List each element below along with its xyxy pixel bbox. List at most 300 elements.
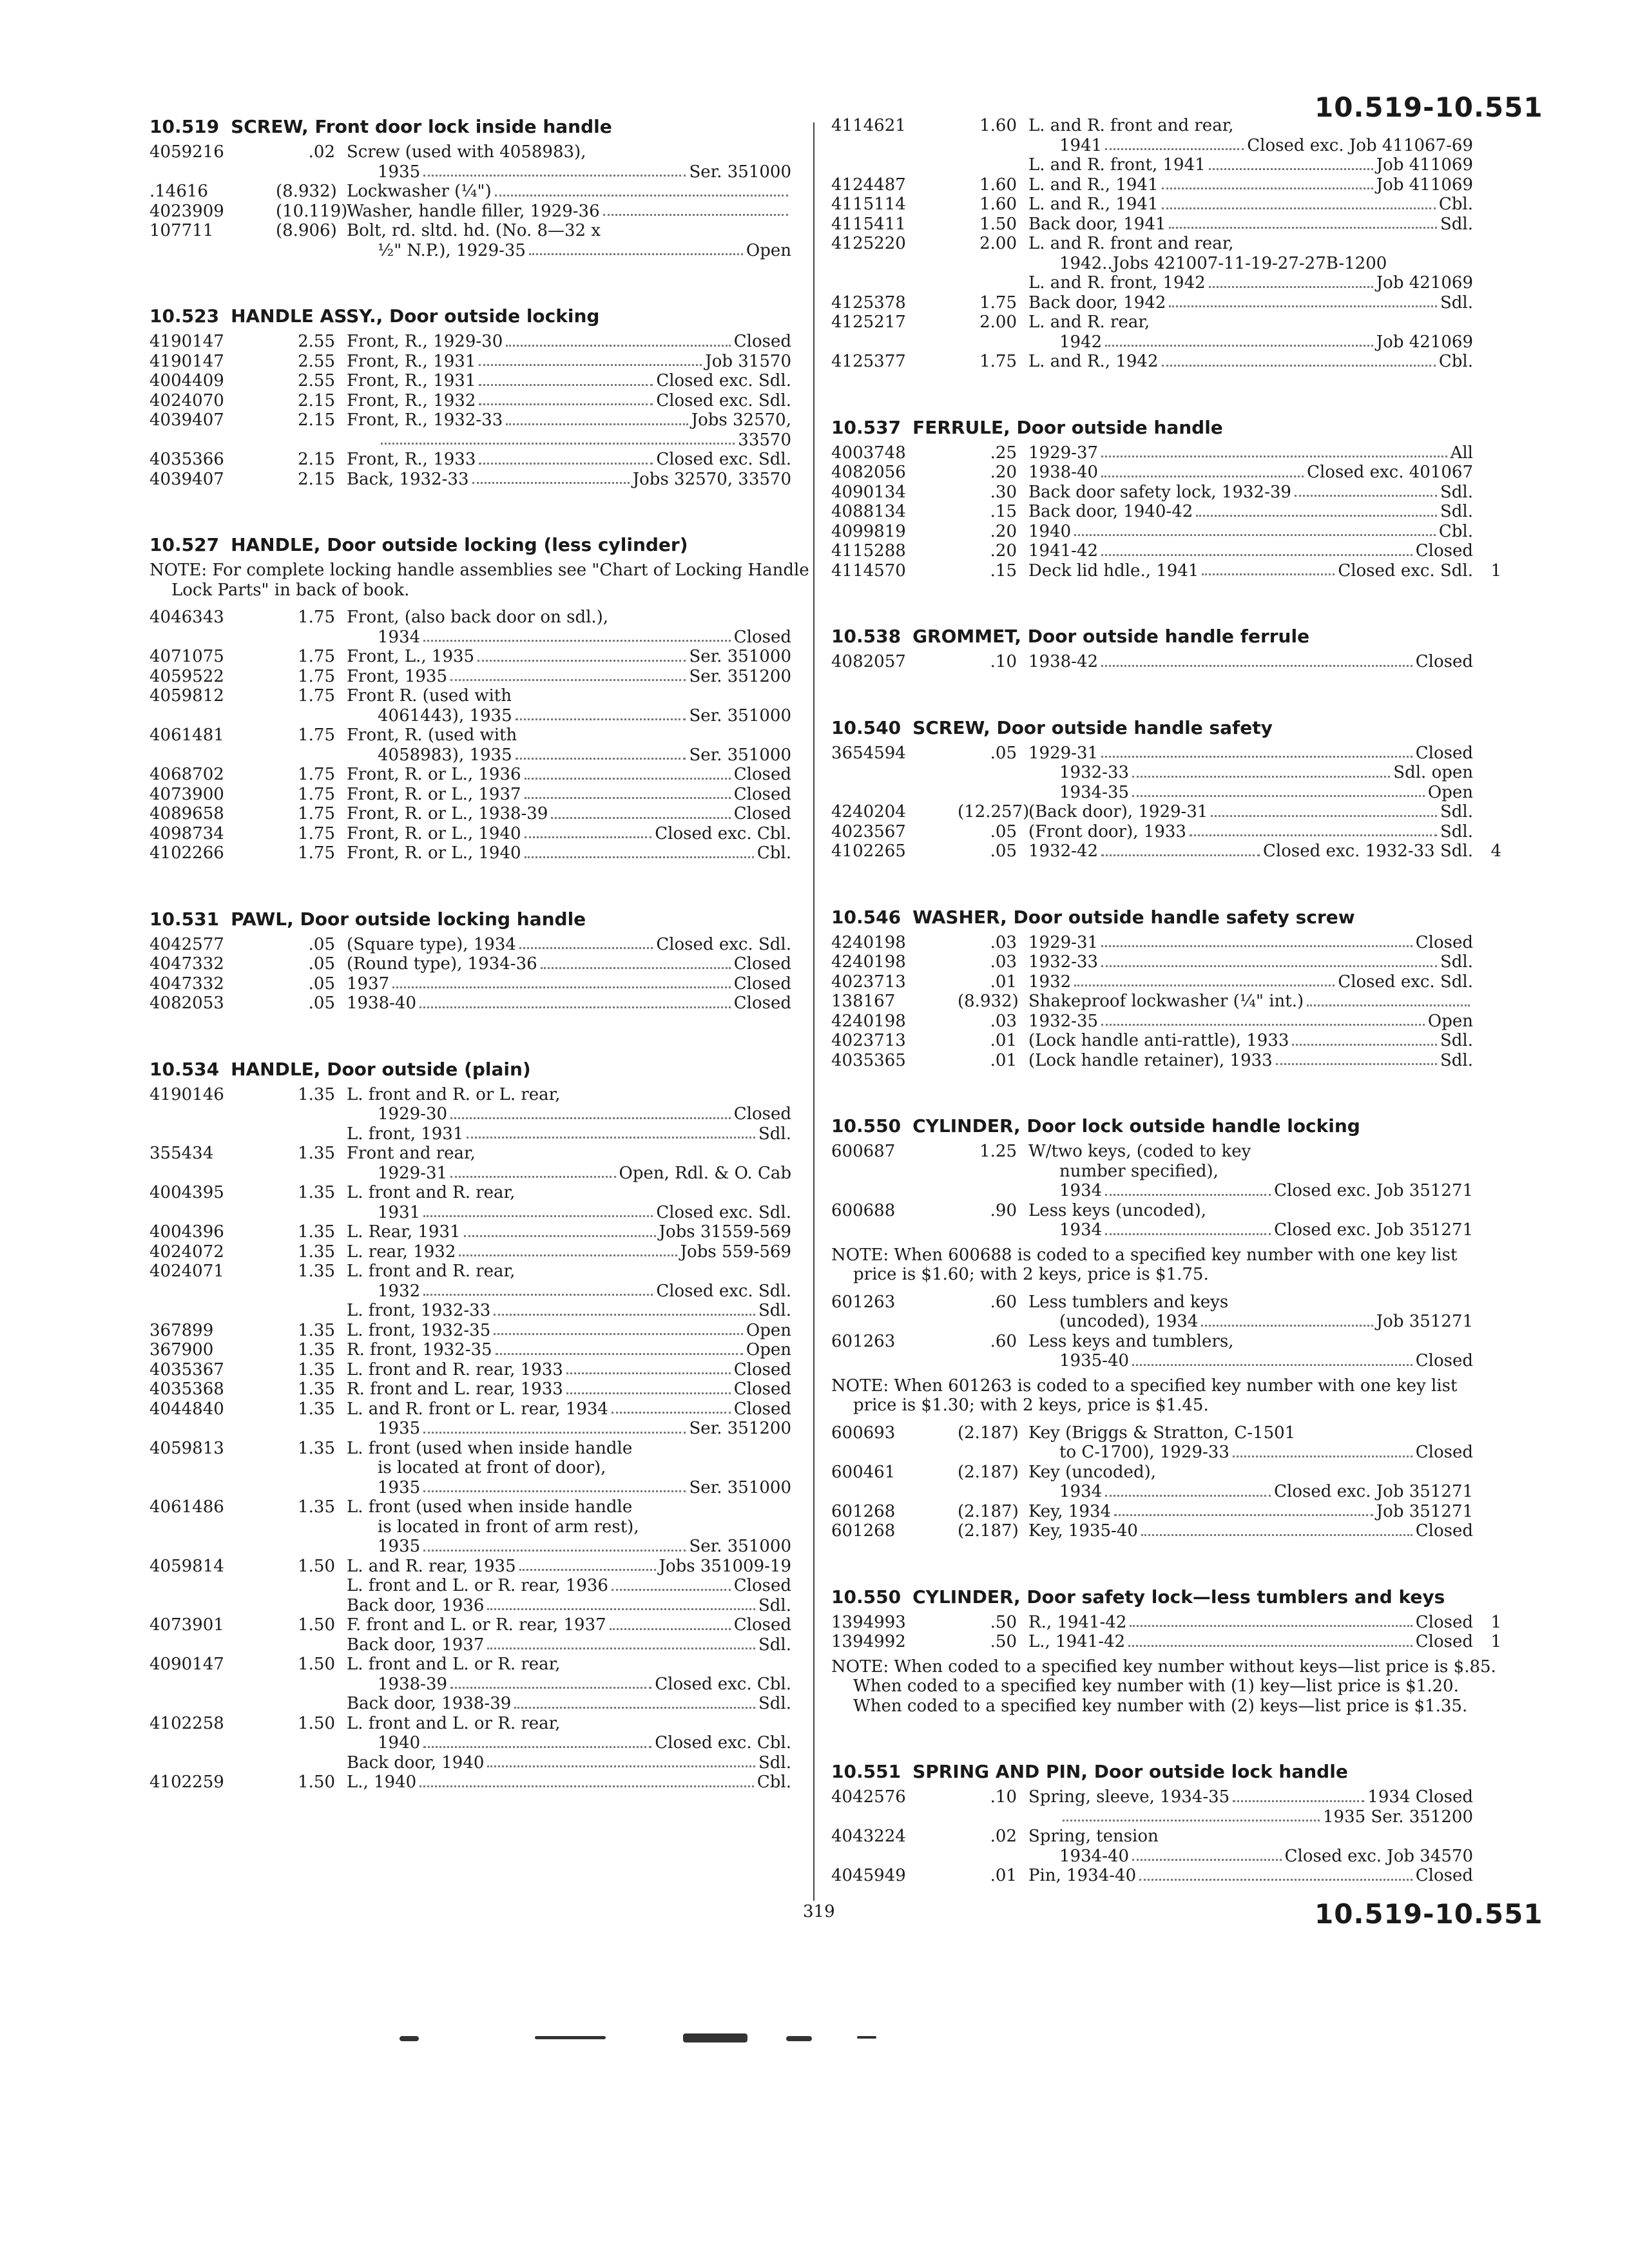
part-description	[1028, 463, 1473, 483]
line-text: Less keys (uncoded),	[1028, 1200, 1206, 1220]
part-entry	[149, 1340, 820, 1360]
part-description	[347, 1379, 791, 1399]
description-line	[1028, 443, 1473, 463]
part-description	[347, 1655, 791, 1714]
part-number: 4089658	[149, 804, 224, 823]
part-number: 4061486	[149, 1497, 224, 1517]
part-price: .60	[990, 1331, 1017, 1351]
description-line	[1028, 1293, 1473, 1312]
part-number: 3654594	[831, 743, 906, 763]
part-number: 4004396	[149, 1222, 224, 1242]
description-line	[347, 686, 791, 706]
part-entry	[149, 1085, 820, 1144]
line-text: Front, R., 1931	[347, 371, 476, 390]
part-price: .05	[308, 974, 335, 994]
section-title: CYLINDER, Door safety lock—less tumblers and keys	[912, 1586, 1445, 1608]
part-entry	[831, 116, 1501, 175]
line-text: Deck lid hdle., 1941	[1028, 561, 1199, 581]
line-application: Ser. 351200	[689, 1419, 791, 1438]
part-number: 4102266	[149, 843, 224, 863]
part-number: 4190146	[149, 1084, 224, 1104]
description-line	[1028, 952, 1473, 972]
description-line	[347, 1517, 791, 1537]
description-line	[347, 1301, 791, 1321]
part-entry	[149, 142, 820, 182]
part-number: 4035365	[831, 1050, 906, 1070]
section-heading	[149, 116, 820, 137]
part-description	[347, 142, 791, 182]
part-entry	[831, 1463, 1501, 1502]
line-application: Open, Rdl. & O. Cab	[619, 1163, 791, 1183]
section-heading	[831, 1761, 1501, 1782]
catalog-section	[831, 1115, 1501, 1541]
line-text: Back door, 1940	[347, 1753, 485, 1773]
line-text: Front, R. or L., 1937	[347, 784, 521, 804]
section-title: FERRULE, Door outside handle	[912, 416, 1223, 438]
dot-leader	[541, 954, 731, 969]
part-number: 4039407	[149, 410, 224, 430]
line-text: L. front and L. or R. rear,	[347, 1713, 561, 1733]
line-application: Closed exc. Sdl.	[656, 934, 791, 954]
part-price: .20	[990, 463, 1017, 482]
part-number: 4044840	[149, 1399, 224, 1419]
description-line	[347, 667, 791, 687]
part-quantity	[1473, 502, 1501, 522]
part-entry	[831, 1632, 1501, 1652]
line-text: Back door, 1937	[347, 1635, 485, 1655]
line-application: Cbl.	[1438, 352, 1473, 371]
line-application: 1934 Closed	[1367, 1787, 1473, 1807]
description-line	[1028, 116, 1473, 136]
part-number: 4082057	[831, 652, 906, 671]
part-price: 2.55	[298, 332, 335, 351]
part-number: 4102259	[149, 1773, 224, 1792]
line-application: Cbl.	[757, 1773, 791, 1792]
part-price: 1.60	[979, 175, 1017, 195]
part-quantity	[791, 1655, 820, 1714]
section-title: HANDLE ASSY., Door outside locking	[231, 305, 600, 327]
description-line	[347, 1478, 791, 1498]
description-line	[347, 1360, 791, 1380]
line-application: Sdl.	[1440, 802, 1473, 822]
line-text: Front, L., 1935	[347, 647, 475, 666]
part-price: .10	[990, 1787, 1017, 1807]
part-number: 4240198	[831, 1011, 906, 1031]
part-entry	[831, 234, 1501, 293]
part-quantity	[791, 1439, 820, 1498]
part-entry	[831, 933, 1501, 953]
dot-leader	[1130, 1613, 1412, 1628]
part-entry	[149, 824, 820, 844]
part-description	[1028, 744, 1473, 803]
part-price: .15	[990, 561, 1017, 581]
dot-leader	[566, 1379, 731, 1394]
catalog-section	[149, 908, 820, 1014]
part-description	[1028, 1423, 1473, 1463]
line-text: Lockwasher (¼")	[347, 182, 492, 201]
line-application: Ser. 351000	[689, 706, 791, 726]
description-line	[1028, 1051, 1473, 1071]
part-price: 1.75	[298, 726, 335, 745]
line-application: Closed	[733, 765, 791, 784]
part-price: (12.257)	[958, 802, 1030, 822]
part-quantity	[791, 352, 820, 372]
line-application: Closed	[733, 627, 791, 647]
part-description	[1028, 1787, 1473, 1827]
description-line	[347, 202, 791, 222]
description-line	[347, 1497, 791, 1517]
dot-leader	[1162, 195, 1436, 209]
description-line	[347, 1537, 791, 1557]
line-text: Bolt, rd. sltd. hd. (No. 8—32 x	[347, 221, 601, 240]
line-text: F. front and L. or R. rear, 1937	[347, 1615, 606, 1635]
part-entry	[149, 352, 820, 372]
description-line	[1028, 312, 1473, 332]
description-line	[347, 1576, 791, 1596]
section-heading	[149, 305, 820, 327]
description-line	[1028, 1613, 1473, 1633]
line-text: 1932-35	[1028, 1011, 1099, 1031]
line-application: Closed exc. Job 351271	[1274, 1482, 1473, 1501]
description-line	[347, 608, 791, 628]
part-description	[347, 1773, 791, 1792]
line-application: Job 421069	[1376, 273, 1473, 293]
dot-leader	[1101, 652, 1412, 667]
section-title: HANDLE, Door outside (plain)	[231, 1058, 531, 1080]
part-quantity	[791, 726, 820, 765]
line-text: Front, 1935	[347, 666, 448, 686]
part-quantity	[1473, 952, 1501, 972]
line-application: Job 411069	[1376, 155, 1473, 175]
part-price: .10	[990, 652, 1017, 671]
part-description	[1028, 1463, 1473, 1502]
description-line	[347, 1655, 791, 1675]
description-line	[1028, 1632, 1473, 1652]
description-line	[347, 450, 791, 470]
part-quantity	[1473, 1521, 1501, 1541]
line-text: 1940	[1028, 521, 1072, 541]
line-text: 1929-37	[1028, 443, 1099, 463]
part-number: 4004409	[149, 371, 224, 390]
part-description	[1028, 234, 1473, 293]
part-description	[347, 352, 791, 372]
part-price: 1.35	[298, 1242, 335, 1262]
line-text: 1941-42	[1028, 541, 1099, 561]
part-entry	[831, 1293, 1501, 1332]
part-quantity	[791, 1085, 820, 1144]
part-price: (10.119)	[276, 201, 348, 221]
catalog-section	[149, 116, 820, 260]
description-line	[1028, 841, 1473, 861]
line-text: Back door, 1940-42	[1028, 502, 1193, 521]
line-text: 1934-35	[1059, 782, 1130, 802]
dot-leader	[529, 241, 743, 256]
part-entry	[831, 1201, 1501, 1240]
part-description	[1028, 561, 1473, 581]
dot-leader	[423, 1282, 653, 1296]
dot-leader	[1063, 1807, 1320, 1822]
line-application: Ser. 351000	[689, 1477, 791, 1497]
line-text: 4061443), 1935	[378, 706, 512, 726]
part-quantity	[791, 608, 820, 647]
line-application: Open	[1427, 782, 1473, 802]
line-text: L. and R. front, 1941	[1028, 155, 1206, 175]
part-entry	[831, 1051, 1501, 1071]
part-entry	[831, 802, 1501, 822]
section-number: 10.546	[831, 906, 901, 928]
line-application: 1935 Ser. 351200	[1323, 1807, 1473, 1827]
part-number: 4059216	[149, 142, 224, 162]
line-text: Front, R., 1933	[347, 450, 476, 469]
section-number: 10.519	[149, 116, 220, 137]
description-line	[1028, 1220, 1473, 1240]
part-number: 4115288	[831, 541, 906, 561]
section-number: 10.534	[149, 1058, 220, 1080]
line-text: L. and R. rear, 1935	[347, 1556, 516, 1576]
dot-leader	[1105, 136, 1244, 151]
description-line	[347, 1144, 791, 1164]
part-price: 2.55	[298, 351, 335, 371]
part-quantity	[1473, 1051, 1501, 1071]
part-quantity	[791, 391, 820, 411]
part-entry	[831, 483, 1501, 503]
part-quantity	[1473, 1293, 1501, 1332]
part-price: .90	[990, 1200, 1017, 1220]
line-text: Front, R. (used with	[347, 726, 517, 745]
description-line	[1028, 652, 1473, 672]
dot-leader	[1101, 463, 1304, 477]
part-entry	[149, 410, 820, 450]
part-quantity	[791, 371, 820, 391]
part-description	[347, 1085, 791, 1144]
dot-leader	[1101, 744, 1412, 758]
description-line	[1028, 175, 1473, 195]
description-line	[347, 162, 791, 182]
line-application: Open	[746, 240, 791, 260]
line-text: (Lock handle anti-rattle), 1933	[1028, 1031, 1289, 1050]
part-number: 4073901	[149, 1615, 224, 1635]
description-line	[347, 332, 791, 352]
part-number: 1394993	[831, 1612, 906, 1632]
line-text: 1935	[378, 162, 421, 182]
line-text: 1931	[378, 1202, 421, 1222]
part-quantity	[1473, 1201, 1501, 1240]
line-text: Back door safety lock, 1932-39	[1028, 482, 1291, 502]
line-application: Closed	[1415, 1612, 1473, 1632]
line-text: W/two keys, (coded to key	[1028, 1142, 1251, 1161]
part-description	[1028, 1521, 1473, 1541]
part-description	[347, 667, 791, 687]
part-quantity	[1473, 1142, 1501, 1201]
line-text: L. front, 1931	[347, 1124, 464, 1144]
part-entry	[149, 726, 820, 765]
description-line	[1028, 1162, 1473, 1182]
part-number: 4114570	[831, 561, 906, 581]
part-description	[347, 954, 791, 974]
line-text: is located at front of door),	[378, 1458, 606, 1477]
part-number: 4082056	[831, 463, 906, 482]
catalog-section	[831, 717, 1501, 861]
part-description	[347, 935, 791, 955]
line-application: 33570	[738, 430, 791, 450]
part-number: 600461	[831, 1462, 896, 1482]
part-quantity	[791, 954, 820, 974]
part-number: 4045949	[831, 1866, 906, 1885]
line-text: 1932	[378, 1281, 421, 1301]
line-application: Sdl.	[1440, 952, 1473, 972]
part-quantity	[1473, 1012, 1501, 1032]
description-line	[347, 954, 791, 974]
line-text: L. front and R. rear,	[347, 1183, 516, 1202]
part-price: 1.75	[298, 843, 335, 863]
page-number: 319	[803, 1902, 835, 1921]
dot-leader	[450, 1164, 616, 1178]
part-number: 4023909	[149, 201, 224, 221]
part-number: 4024070	[149, 390, 224, 410]
part-quantity	[791, 1144, 820, 1183]
part-price: 1.35	[298, 1320, 335, 1340]
part-entry	[831, 1423, 1501, 1463]
description-line	[1028, 483, 1473, 503]
part-description	[1028, 116, 1473, 175]
description-line	[347, 1282, 791, 1302]
line-application: Closed exc. Job 411067-69	[1247, 135, 1473, 155]
part-quantity	[791, 974, 820, 994]
line-text: Front, R., 1932	[347, 390, 476, 410]
part-price: 1.75	[298, 647, 335, 666]
part-quantity	[791, 1340, 820, 1360]
line-text: 1935	[378, 1537, 421, 1556]
dot-leader	[479, 371, 653, 386]
part-quantity	[791, 1360, 820, 1380]
line-application: Closed	[1415, 1521, 1473, 1541]
part-description	[347, 804, 791, 824]
part-quantity	[791, 667, 820, 687]
part-price: (2.187)	[958, 1462, 1019, 1482]
dot-leader	[519, 1557, 656, 1571]
section-title: GROMMET, Door outside handle ferrule	[912, 626, 1310, 647]
line-text: L. front and R. rear, 1933	[347, 1360, 563, 1379]
part-entry	[831, 1142, 1501, 1201]
part-quantity: 4	[1490, 841, 1501, 861]
part-entry	[831, 195, 1501, 215]
part-quantity	[791, 221, 820, 260]
description-line	[347, 1439, 791, 1459]
part-description	[347, 391, 791, 411]
description-line	[1028, 1521, 1473, 1541]
description-line	[347, 182, 791, 202]
line-application: Closed	[733, 804, 791, 823]
dot-leader	[1162, 352, 1436, 367]
part-description	[1028, 933, 1473, 953]
line-text: 1929-31	[378, 1163, 448, 1183]
part-price: 2.55	[298, 371, 335, 390]
dot-leader	[516, 745, 686, 760]
left-column	[149, 116, 820, 1838]
description-line	[347, 824, 791, 844]
line-application: Ser. 351000	[689, 647, 791, 666]
part-quantity	[1473, 744, 1501, 803]
part-entry	[149, 935, 820, 955]
part-quantity	[1473, 443, 1501, 463]
dot-leader	[1132, 783, 1425, 798]
part-description	[1028, 522, 1473, 542]
dot-leader	[1307, 992, 1470, 1006]
part-price: 1.35	[298, 1399, 335, 1419]
part-entry	[831, 443, 1501, 463]
line-application: Closed	[733, 974, 791, 994]
part-description	[347, 765, 791, 785]
line-text: 1941	[1059, 135, 1103, 155]
part-quantity	[791, 785, 820, 805]
line-application: Closed	[733, 1360, 791, 1379]
line-text: R. front and L. rear, 1933	[347, 1379, 563, 1399]
part-quantity	[1473, 1866, 1501, 1886]
part-number: 4088134	[831, 502, 906, 521]
part-entry	[831, 293, 1501, 313]
description-line	[347, 994, 791, 1014]
line-text: Pin, 1934-40	[1028, 1866, 1137, 1885]
part-quantity	[1473, 463, 1501, 483]
part-description	[1028, 1201, 1473, 1240]
part-price: 2.00	[979, 234, 1017, 253]
line-text: 1934-40	[1059, 1846, 1130, 1866]
description-line	[347, 1557, 791, 1577]
description-line	[347, 142, 791, 162]
description-line	[1028, 522, 1473, 542]
part-description	[1028, 841, 1473, 861]
part-number: 601263	[831, 1331, 896, 1351]
part-number: 4090147	[149, 1655, 224, 1674]
part-quantity	[791, 686, 820, 726]
part-description	[1028, 1632, 1473, 1652]
part-entry	[149, 954, 820, 974]
part-quantity	[791, 1399, 820, 1439]
line-text: Back door, 1936	[347, 1595, 485, 1615]
part-quantity	[791, 470, 820, 490]
dot-leader	[1233, 1787, 1364, 1802]
line-text: L. front and R. or L. rear,	[347, 1084, 561, 1104]
part-number: 4023713	[831, 972, 906, 992]
line-application: Closed exc. Sdl.	[656, 1281, 791, 1301]
line-application: Sdl.	[1440, 1031, 1473, 1050]
part-number: 4047332	[149, 974, 224, 994]
part-price: 2.00	[979, 312, 1017, 332]
part-description	[1028, 952, 1473, 972]
description-line	[1028, 1502, 1473, 1522]
part-price: .02	[308, 142, 335, 162]
line-text: L., 1941-42	[1028, 1632, 1126, 1651]
part-description	[347, 1497, 791, 1557]
part-number: 600687	[831, 1142, 896, 1161]
section-number: 10.540	[831, 716, 901, 738]
description-line	[347, 1340, 791, 1360]
description-line	[1028, 254, 1473, 274]
description-line	[347, 745, 791, 765]
part-quantity	[791, 1615, 820, 1655]
line-application: Closed	[1415, 932, 1473, 952]
line-text: L. and R. front and rear,	[1028, 234, 1234, 253]
description-line	[1028, 972, 1473, 992]
part-description	[347, 1714, 791, 1773]
dot-leader	[477, 647, 686, 662]
line-application: Closed exc. Sdl.	[656, 371, 791, 390]
line-application: Closed exc. Sdl.	[656, 1202, 791, 1222]
description-line	[1028, 1847, 1473, 1867]
part-number: 601263	[831, 1292, 896, 1312]
part-entry	[149, 391, 820, 411]
part-entry	[149, 994, 820, 1014]
